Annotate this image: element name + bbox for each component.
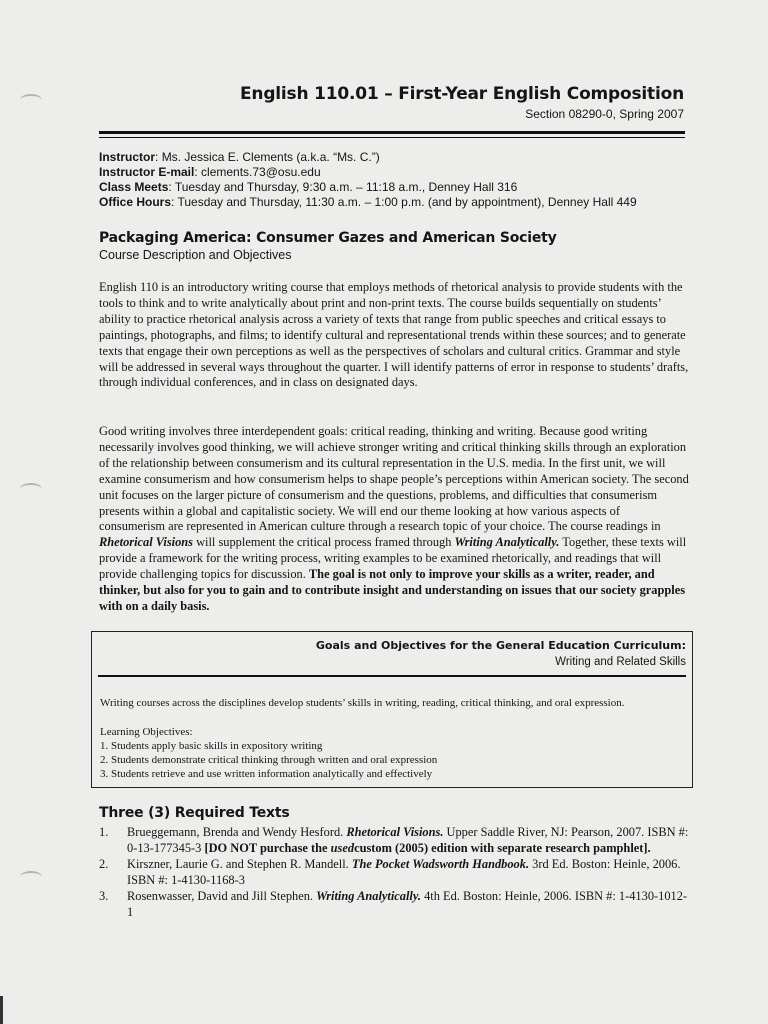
punch-hole-mark — [20, 483, 42, 495]
info-row-email: Instructor E-mail: clements.73@osu.edu — [99, 165, 321, 179]
header-rule-thin — [99, 137, 685, 138]
info-row-instructor: Instructor: Ms. Jessica E. Clements (a.k.a. “Ms. C.”) — [99, 150, 380, 164]
book-title-rhetorical-visions: Rhetorical Visions — [99, 535, 193, 550]
punch-hole-mark — [20, 871, 42, 883]
list-item: 3. Rosenwasser, David and Jill Stephen. Writing Analytically. 4th Ed. Boston: Heinle, 2006. ISBN #: 1-4130-1012-1 — [99, 888, 688, 919]
ge-box-title: Goals and Objectives for the General Education Curriculum: — [315, 639, 686, 652]
goals-paragraph: Good writing involves three interdependent goals: critical reading, thinking and writing. Because good writing necessarily involves good thinking, we will achieve stronger writing and critical thinking skills through an exploration of the relationship between consumerism and its cultural representation in the U.S. media. In the first unit, we will examine consumerism and how consumerism helps to shape people’s perceptions within American society. The second unit focuses on the larger picture of consumerism and the questions, problems, and difficulties that consumerism presents within a global and capitalistic society. We will end our theme looking at how various aspects of consumerism are represented in American culture through a research topic of your choice. The course readings in Rhetorical Visions will supplement the critical process framed through Writing Analytically. Together, these texts will provide a framework for the writing process, writing examples to be examined rhetorically, and readings that will provide challenging topics for discussion. The goal is not only to improve your skills as a writer, reader, and thinker, but also for you to gain and to contribute insight and understanding on issues that our society grapples with on a daily basis. — [99, 424, 689, 613]
ge-box-intro: Writing courses across the disciplines develop students’ skills in writing, reading, critical thinking, and oral expression. — [100, 697, 625, 709]
course-description-subheading: Course Description and Objectives — [99, 248, 292, 262]
scan-edge-mark — [0, 996, 3, 1024]
book-title-writing-analytically: Writing Analytically. — [454, 535, 560, 550]
instructor-info — [99, 150, 637, 210]
course-description-paragraph: English 110 is an introductory writing course that employs methods of rhetorical analysis to provide students with the tools to think and to write analytically about print and non-print texts. The course builds sequentially on students’ ability to practice rhetorical analysis across a variety of texts that range from public speeches and critical essays to paintings, photographs, and films; to identify cultural and representational trends within these sources; and to generate texts that engage their own perceptions as well as the perspectives of scholars and cultural critics. Grammar and style will be addressed in several ways throughout the quarter. I will identify patterns of error in response to students’ drafts, through individual conferences, and in class on designated days. — [99, 280, 689, 390]
info-row-class-meets: Class Meets: Tuesday and Thursday, 9:30 a.m. – 11:18 a.m., Denney Hall 316 — [99, 180, 518, 194]
required-texts-heading: Three (3) Required Texts — [99, 805, 290, 821]
learning-objective-item: 1. Students apply basic skills in expository writing — [100, 740, 323, 752]
learning-objective-item: 3. Students retrieve and use written information analytically and effectively — [100, 768, 433, 780]
book-title: Writing Analytically. — [316, 888, 421, 903]
learning-objective-item: 2. Students demonstrate critical thinking through written and oral expression — [100, 754, 438, 766]
book-title: The Pocket Wadsworth Handbook. — [351, 856, 530, 871]
required-texts-list — [99, 825, 689, 920]
ge-box-subtitle: Writing and Related Skills — [555, 656, 686, 668]
learning-objectives-label: Learning Objectives: — [100, 726, 193, 738]
info-row-office-hours: Office Hours: Tuesday and Thursday, 11:30 a.m. – 1:00 p.m. (and by appointment), Denney Hall 449 — [99, 195, 637, 209]
list-item: 1. Brueggemann, Brenda and Wendy Hesford. Rhetorical Visions. Upper Saddle River, NJ: Pearson, 2007. ISBN #: 0-13-177345-3 [DO NOT purchase the usedcustom (2005) edition with separate research pamphlet]. — [99, 825, 689, 855]
ge-curriculum-box — [91, 631, 693, 788]
book-title: Rhetorical Visions. — [346, 825, 444, 839]
list-item: 2. Kirszner, Laurie G. and Stephen R. Mandell. The Pocket Wadsworth Handbook. 3rd Ed. Boston: Heinle, 2006. ISBN #: 1-4130-1168-3 — [99, 856, 681, 887]
course-title: English 110.01 – First-Year English Composition — [240, 84, 684, 104]
header-rule — [99, 131, 685, 134]
punch-hole-mark — [20, 94, 42, 106]
ge-box-rule — [98, 675, 686, 677]
goal-statement: The goal is not only to improve your skills as a writer, reader, and thinker, but also for you to gain and to contribute insight and understanding on issues that our society grapples with on a daily basis. — [99, 567, 686, 613]
section-info: Section 08290-0, Spring 2007 — [525, 107, 684, 121]
course-theme-heading: Packaging America: Consumer Gazes and American Society — [99, 230, 557, 246]
